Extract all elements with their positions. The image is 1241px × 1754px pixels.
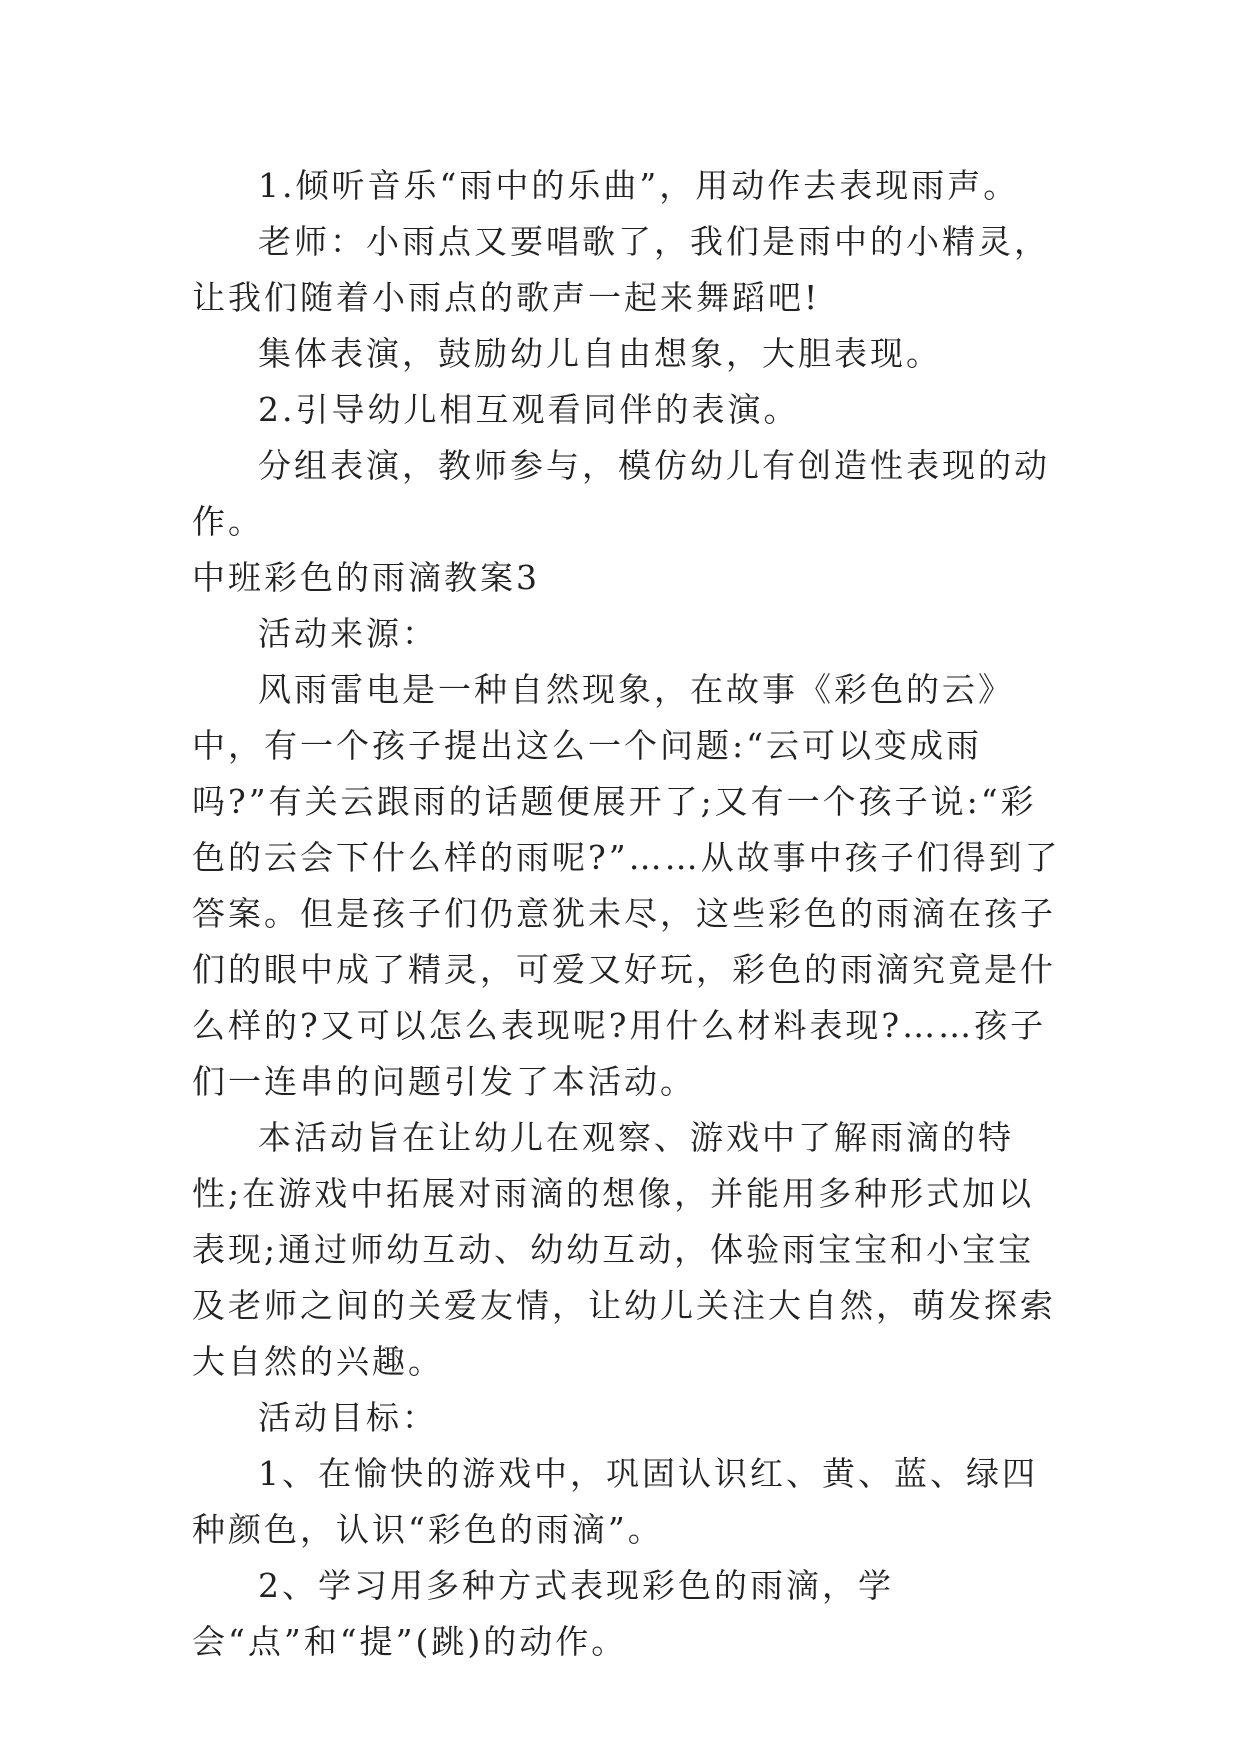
paragraph: 风雨雷电是一种自然现象，在故事《彩色的云》中，有一个孩子提出这么一个问题:“云可以变成雨吗?”有关云跟雨的话题便展开了;又有一个孩子说:“彩色的云会下什么样的雨呢?”……从故事中孩子们得到了答案。但是孩子们仍意犹未尽，这些彩色的雨滴在孩子们的眼中成了精灵，可爱又好玩，彩色的雨滴究竟是什么样的?又可以怎么表现呢?用什么材料表现?……孩子们一连串的问题引发了本活动。 [192, 670, 1061, 1101]
document-body [192, 158, 1062, 1670]
paragraph: 集体表演，鼓励幼儿自由想象，大胆表现。 [258, 334, 942, 373]
paragraph: 活动来源： [258, 614, 438, 653]
paragraph: 本活动旨在让幼儿在观察、游戏中了解雨滴的特性;在游戏中拓展对雨滴的想像，并能用多种形式加以表现;通过师幼互动、幼幼互动，体验雨宝宝和小宝宝及老师之间的关爱友情，让幼儿关注大自然，萌发探索大自然的兴趣。 [192, 1118, 1056, 1381]
section-heading: 中班彩色的雨滴教案3 [192, 558, 540, 597]
paragraph: 分组表演，教师参与，模仿幼儿有创造性表现的动作。 [192, 446, 1050, 541]
paragraph: 老师：小雨点又要唱歌了，我们是雨中的小精灵，让我们随着小雨点的歌声一起来舞蹈吧! [192, 222, 1050, 317]
paragraph: 活动目标： [258, 1398, 438, 1437]
paragraph: 2、学习用多种方式表现彩色的雨滴，学会“点”和“提”(跳)的动作。 [192, 1566, 894, 1661]
paragraph: 2.引导幼儿相互观看同伴的表演。 [258, 390, 800, 429]
paragraph: 1.倾听音乐“雨中的乐曲”，用动作去表现雨声。 [258, 166, 1020, 205]
paragraph: 1、在愉快的游戏中，巩固认识红、黄、蓝、绿四种颜色，认识“彩色的雨滴”。 [192, 1454, 1038, 1549]
